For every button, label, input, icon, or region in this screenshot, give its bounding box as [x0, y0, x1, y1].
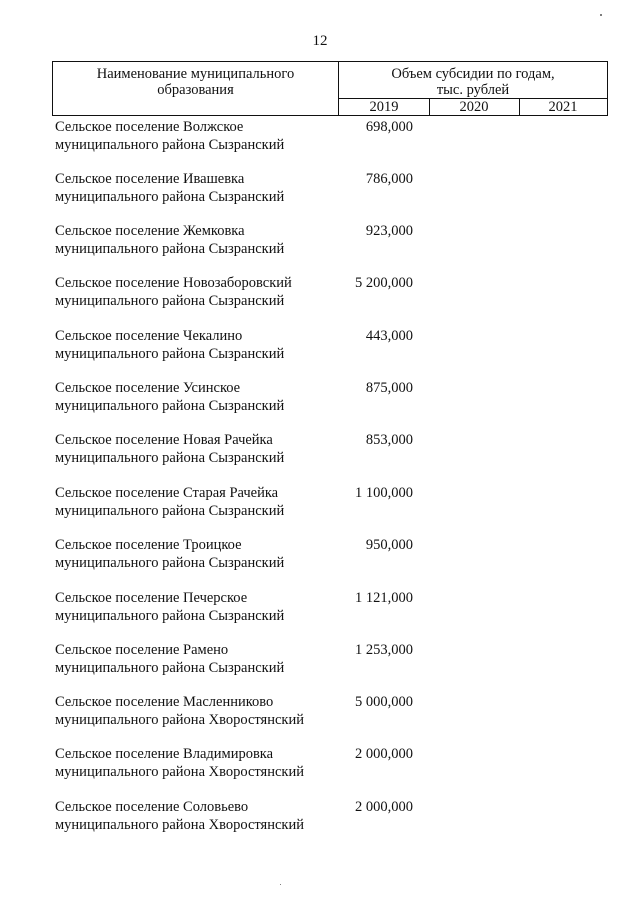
table-row [55, 589, 615, 629]
subsidy-2019: 923,000 [365, 223, 413, 239]
municipality-name-line2: муниципального района Сызранский [55, 608, 285, 624]
table-row [55, 379, 615, 419]
table-row [55, 745, 615, 785]
municipality-name-line1: Сельское поселение Рамено [55, 642, 229, 658]
year-2020-header: 2020 [429, 99, 520, 115]
column-header-volume [339, 62, 607, 115]
column-header-name-line1: Наименование муниципального [96, 66, 295, 82]
municipality-name [55, 536, 340, 572]
municipality-name-line2: муниципального района Сызранский [55, 346, 285, 362]
municipality-name [55, 170, 340, 206]
municipality-name-line2: муниципального района Хворостянский [55, 764, 304, 780]
municipality-name-line1: Сельское поселение Усинское [55, 380, 241, 396]
subsidy-2019: 698,000 [365, 119, 413, 135]
column-header-name [53, 62, 339, 115]
scan-speck [600, 14, 602, 16]
municipality-name-line1: Сельское поселение Новозаборовский [55, 275, 292, 291]
municipality-name [55, 327, 340, 363]
municipality-name-line2: муниципального района Сызранский [55, 137, 285, 153]
year-2019-header: 2019 [339, 99, 430, 115]
municipality-name [55, 589, 340, 625]
municipality-name-line2: муниципального района Сызранский [55, 503, 285, 519]
municipality-name-line1: Сельское поселение Владимировка [55, 746, 274, 762]
municipality-name-line2: муниципального района Сызранский [55, 293, 285, 309]
table-row [55, 484, 615, 524]
table-row [55, 170, 615, 210]
municipality-name-line2: муниципального района Сызранский [55, 660, 285, 676]
municipality-name [55, 274, 340, 310]
municipality-name-line1: Сельское поселение Чекалино [55, 328, 243, 344]
municipality-name-line1: Сельское поселение Старая Рачейка [55, 485, 279, 501]
table-row [55, 327, 615, 367]
table-row [55, 641, 615, 681]
municipality-name [55, 641, 340, 677]
volume-header-line1: Объем субсидии по годам, [391, 66, 555, 82]
volume-header-title [339, 62, 607, 99]
municipality-name-line2: муниципального района Сызранский [55, 555, 285, 571]
table-row [55, 222, 615, 262]
page-number: 12 [312, 33, 328, 49]
subsidy-2019: 2 000,000 [355, 799, 413, 815]
subsidy-2019: 950,000 [365, 537, 413, 553]
subsidy-2019: 786,000 [365, 171, 413, 187]
municipality-name [55, 379, 340, 415]
subsidy-2019: 443,000 [365, 328, 413, 344]
municipality-name [55, 484, 340, 520]
subsidy-2019: 1 100,000 [355, 485, 413, 501]
subsidy-2019: 1 121,000 [355, 590, 413, 606]
year-2021-header: 2021 [548, 99, 578, 115]
subsidy-2019: 875,000 [365, 380, 413, 396]
municipality-name-line2: муниципального района Сызранский [55, 241, 285, 257]
subsidy-2019: 853,000 [365, 432, 413, 448]
table-row [55, 798, 615, 838]
volume-header-line2: тыс. рублей [436, 82, 510, 98]
municipality-name [55, 798, 340, 834]
municipality-name [55, 222, 340, 258]
municipality-name-line1: Сельское поселение Масленниково [55, 694, 274, 710]
scan-speck [280, 884, 281, 885]
municipality-name-line1: Сельское поселение Троицкое [55, 537, 242, 553]
table-row [55, 693, 615, 733]
municipality-name [55, 431, 340, 467]
municipality-name-line1: Сельское поселение Соловьево [55, 799, 249, 815]
subsidy-2019: 5 000,000 [355, 694, 413, 710]
municipality-name-line1: Сельское поселение Новая Рачейка [55, 432, 273, 448]
table-row [55, 274, 615, 314]
municipality-name [55, 118, 340, 154]
municipality-name-line2: муниципального района Хворостянский [55, 712, 304, 728]
municipality-name [55, 693, 340, 729]
municipality-name-line1: Сельское поселение Волжское [55, 119, 244, 135]
table-row [55, 118, 615, 158]
municipality-name-line2: муниципального района Сызранский [55, 398, 285, 414]
table-row [55, 536, 615, 576]
subsidy-2019: 1 253,000 [355, 642, 413, 658]
municipality-name-line1: Сельское поселение Печерское [55, 590, 248, 606]
subsidy-2019: 5 200,000 [355, 275, 413, 291]
municipality-name-line2: муниципального района Сызранский [55, 450, 285, 466]
municipality-name-line2: муниципального района Хворостянский [55, 817, 304, 833]
municipality-name-line1: Сельское поселение Ивашевка [55, 171, 245, 187]
table-header [52, 61, 608, 116]
municipality-name [55, 745, 340, 781]
municipality-name-line1: Сельское поселение Жемковка [55, 223, 245, 239]
table-row [55, 431, 615, 471]
subsidy-2019: 2 000,000 [355, 746, 413, 762]
municipality-name-line2: муниципального района Сызранский [55, 189, 285, 205]
column-header-name-line2: образования [157, 82, 234, 98]
